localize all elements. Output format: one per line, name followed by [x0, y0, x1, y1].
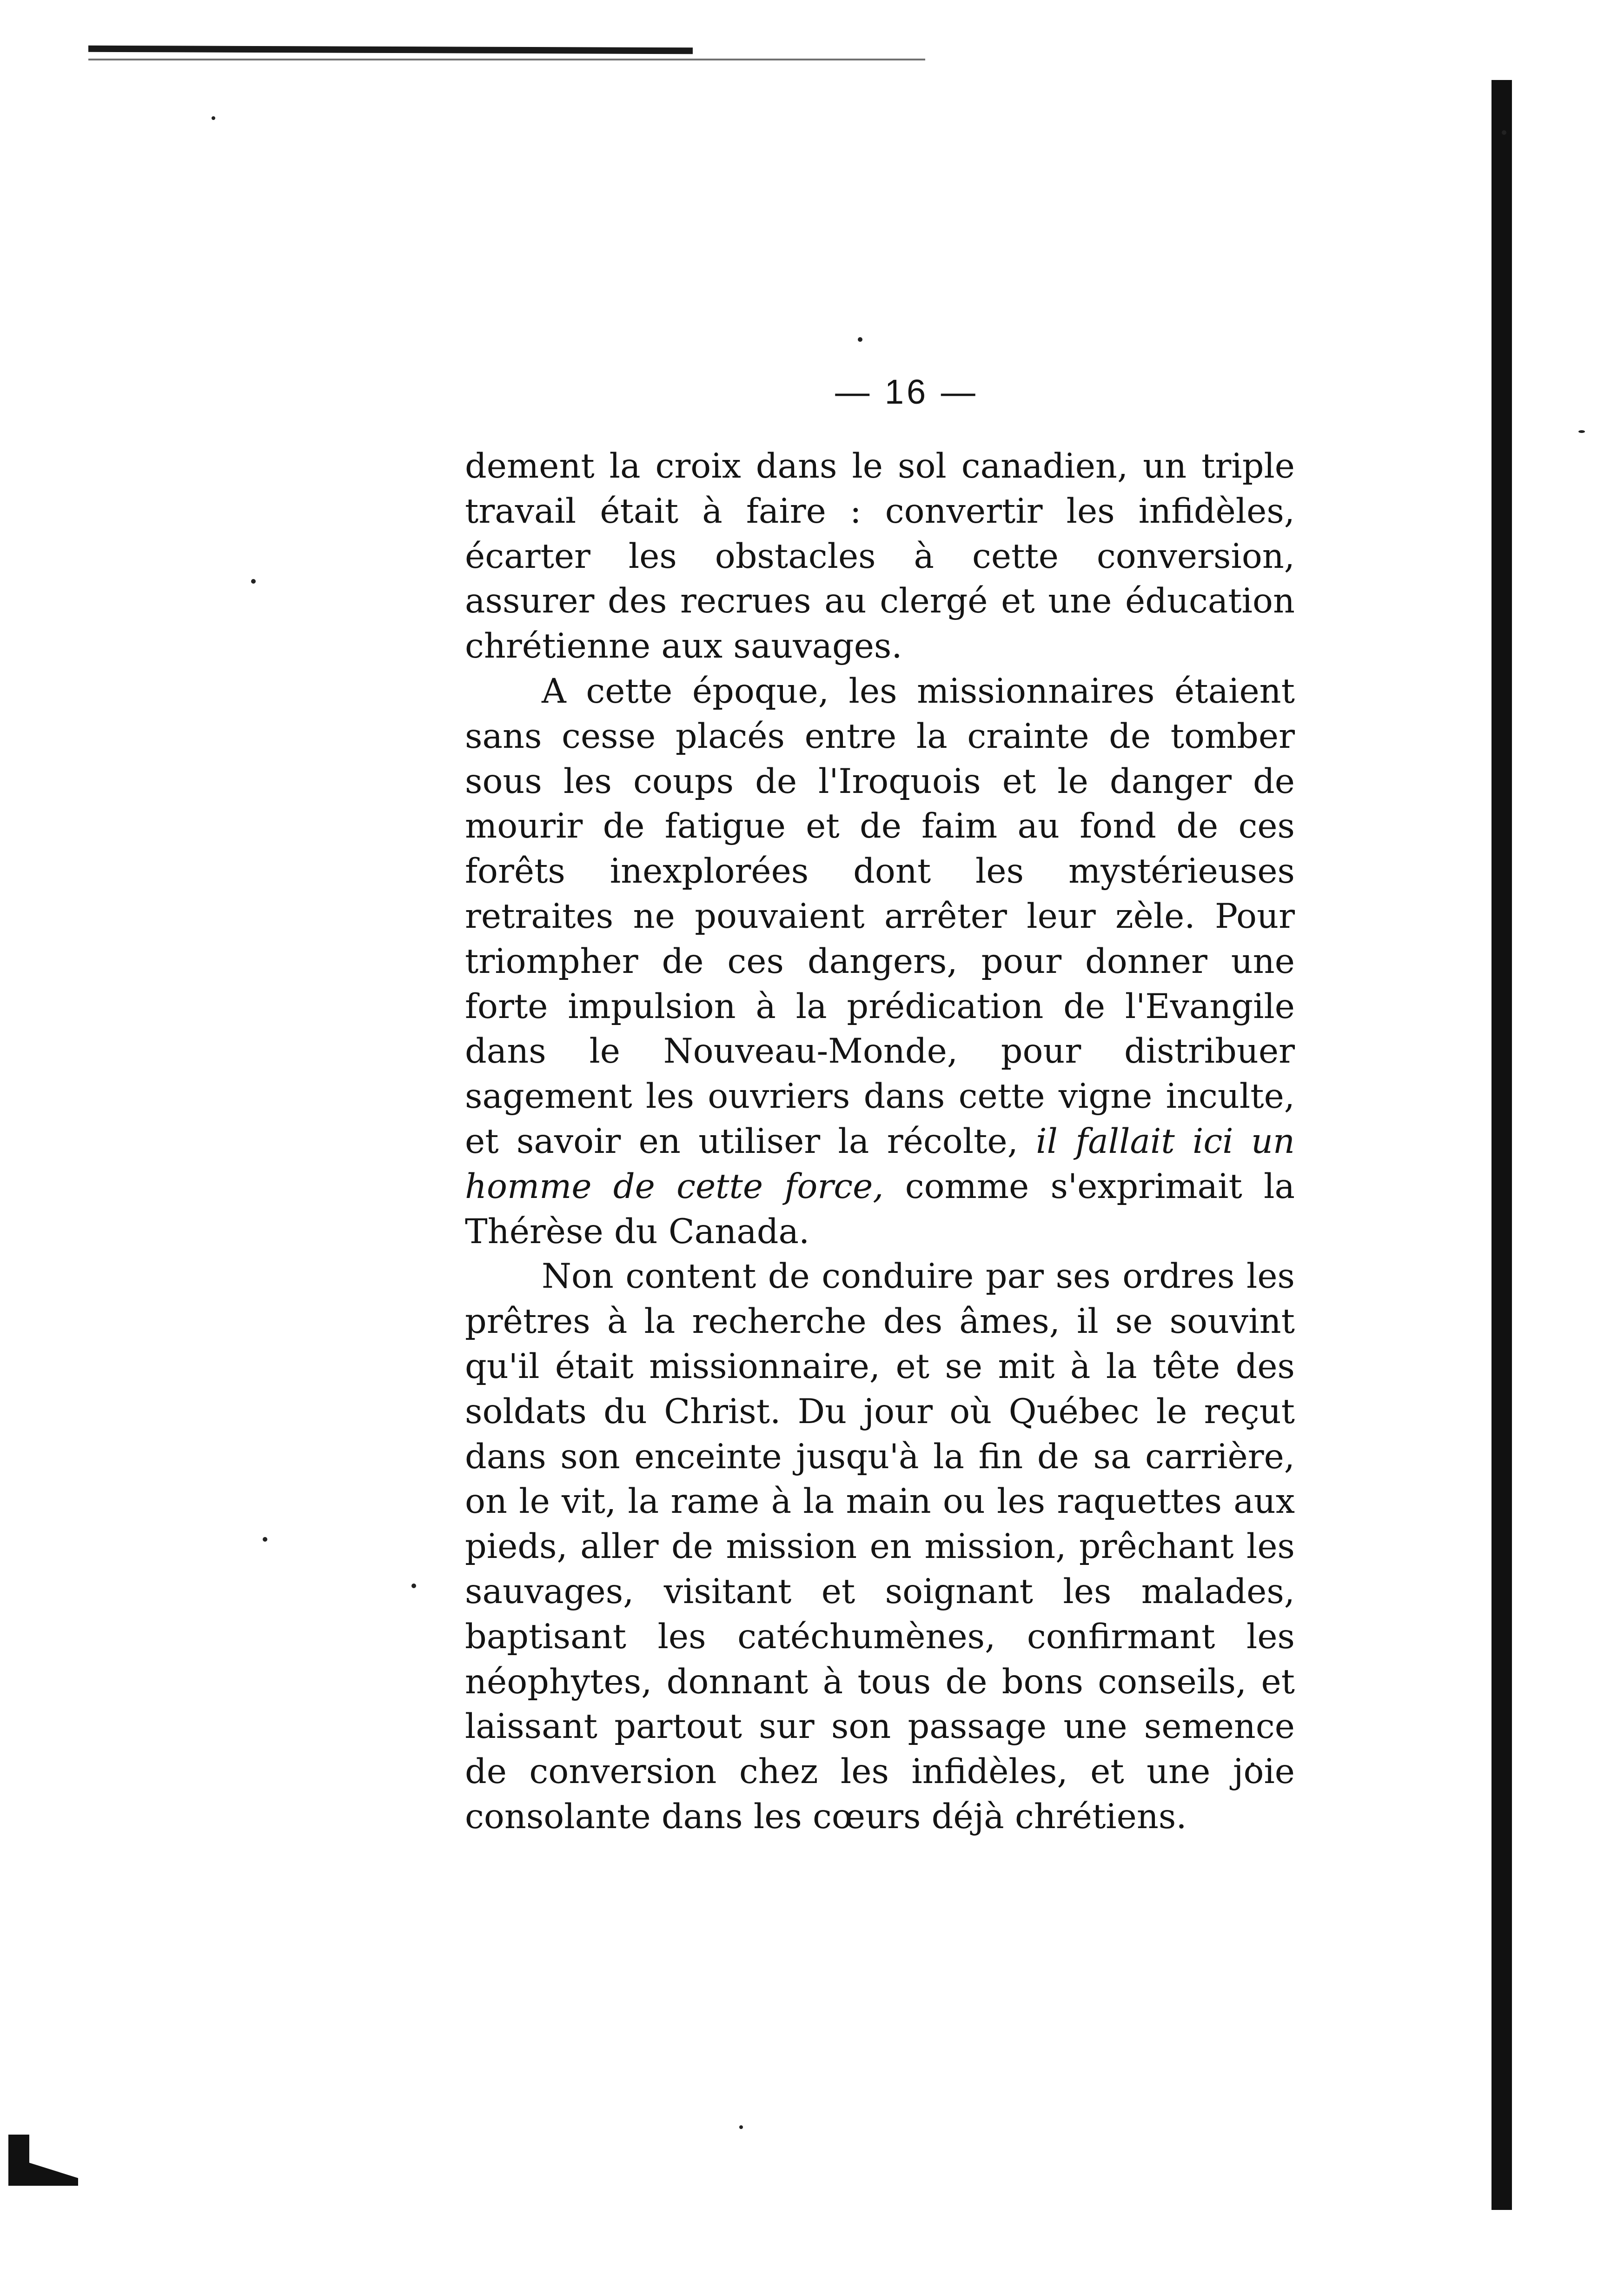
italic-quote: il fallait ici un homme de cette force,: [465, 1121, 1295, 1206]
scan-speck: [739, 2125, 743, 2129]
scan-speck: [251, 579, 256, 584]
paragraph: Non content de conduire par ses ordres les prêtres à la recherche des âmes, il se souvint qu'il était missionnaire, et se mit à la tête des soldats du Christ. Du jour où Québec le reçut dans son enceinte jusqu'à la fin de sa carrière, on le vit, la rame à la main ou les raquettes aux pieds, aller de mission en mission, prêchant les sauvages, visitant et soignant les malades, baptisant les catéchumènes, confirmant les néophytes, donnant à tous de bons conseils, et laissant partout sur son passage une semence de conversion chez les infidèles, et une joie consolante dans les cœurs déjà chrétiens.: [465, 1257, 1295, 1836]
scan-speck: [263, 1537, 267, 1542]
page-number: — 16 —: [835, 373, 978, 411]
scan-border-right: [1491, 80, 1512, 2210]
scan-speck: [411, 1584, 416, 1588]
scan-speck: [1578, 430, 1585, 433]
body-text: [465, 444, 1295, 1840]
scan-speck: [1502, 130, 1506, 135]
scan-corner-mark: [8, 2135, 78, 2186]
scan-speck: [212, 116, 215, 120]
paragraph: [465, 669, 1295, 1254]
paragraph-text: comme s'exprimait la Thérèse du Canada.: [465, 1166, 1295, 1251]
scan-border-top-thin: [88, 59, 925, 60]
scan-border-top: [88, 46, 693, 54]
paragraph-text: A cette époque, les missionnaires étaient sans cesse placés entre la crainte de tomber sous les coups de l'Iroquois et le danger de mourir de fatigue et de faim au fond de ces forêts inexplorées dont les mystérieuses retraites ne pouvaient arrêter leur zèle. Pour triompher de ces dangers, pour donner une forte impulsion à la prédication de l'Evangile dans le Nouveau-Monde, pour distribuer sagement les ouvriers dans cette vigne inculte, et savoir en utiliser la récolte,: [465, 671, 1295, 1161]
scan-speck: [858, 337, 862, 342]
paragraph: dement la croix dans le sol canadien, un triple travail était à faire : convertir les infidèles, écarter les obstacles à cette conversion, assurer des recrues au clergé et une éducation chrétienne aux sauvages.: [465, 446, 1295, 666]
